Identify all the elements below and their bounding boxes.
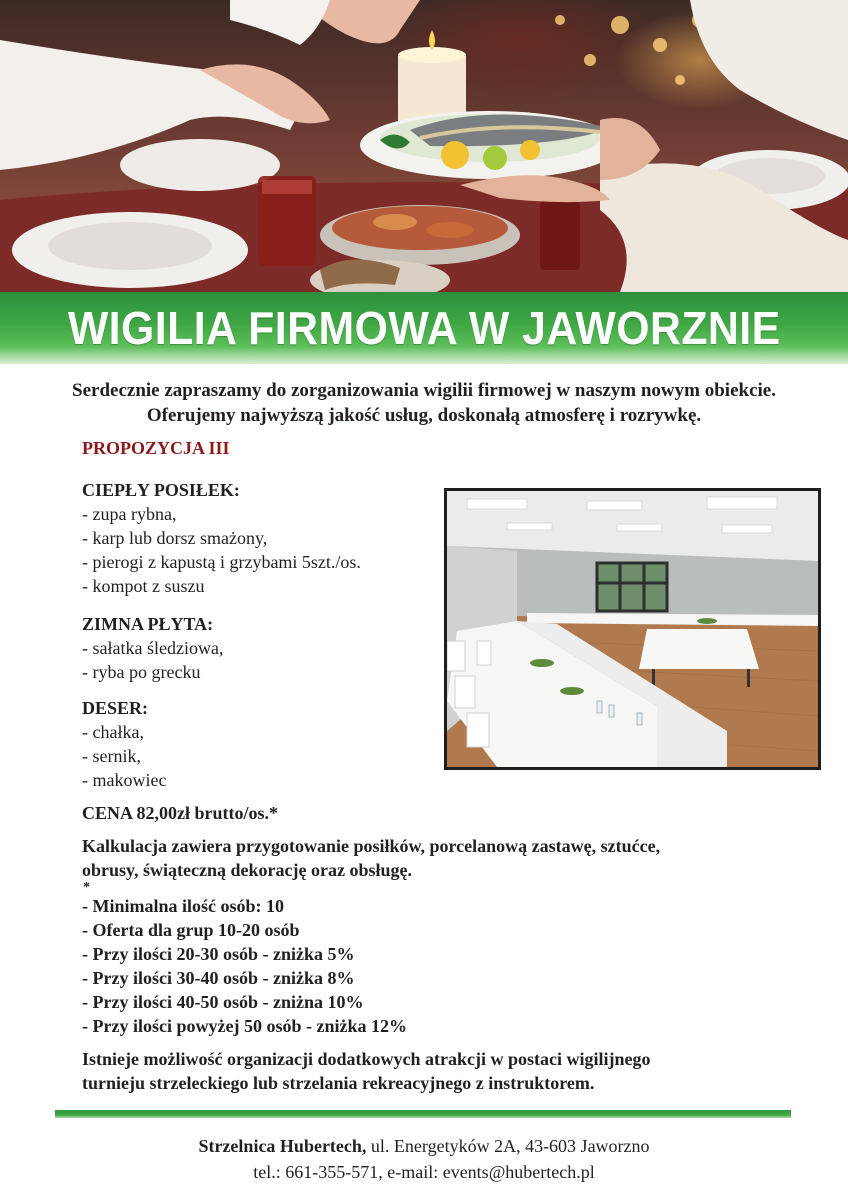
asterisk-note: * [83,880,90,895]
condition-item: - Oferta dla grup 10-20 osób [82,920,300,940]
page-title: WIGILIA FIRMOWA W JAWORZNIE [67,302,781,354]
hall-photo [444,488,821,770]
hero-photo [0,0,848,292]
attractions-line: Istnieje możliwość organizacji dodatkowych atrakcji w postaci wigilijnego [82,1049,651,1069]
section-title-hot-meal: CIEPŁY POSIŁEK: [82,480,240,500]
menu-item: - kompot z suszu [82,576,205,596]
menu-item: - zupa rybna, [82,504,177,524]
calculation-line: Kalkulacja zawiera przygotowanie posiłków, porcelanową zastawę, sztućce, [82,836,661,856]
condition-item: - Przy ilości powyżej 50 osób - zniżka 12% [82,1016,407,1036]
condition-item: - Przy ilości 40-50 osób - zniżna 10% [82,992,364,1012]
company-contact: tel.: 661-355-571, e-mail: events@hubertech.pl [253,1162,595,1182]
attractions-line: turnieju strzeleckiego lub strzelania rekreacyjnego z instruktorem. [82,1073,595,1093]
condition-item: - Przy ilości 20-30 osób - zniżka 5% [82,944,355,964]
hero-photo-illustration [0,0,848,292]
intro-text [0,378,848,428]
menu-item: - chałka, [82,722,144,742]
intro-line: Serdecznie zapraszamy do zorganizowania wigilii firmowej w naszym nowym obiekcie. [72,380,776,401]
title-banner [0,292,848,364]
price: CENA 82,00zł brutto/os.* [82,803,279,823]
menu-item: - pierogi z kapustą i grzybami 5szt./os. [82,552,361,572]
company-name: Strzelnica Hubertech, [198,1136,367,1156]
intro-line: Oferujemy najwyższą jakość usług, doskonałą atmosferę i rozrywkę. [146,405,702,426]
condition-item: - Minimalna ilość osób: 10 [82,896,285,916]
section-title-dessert: DESER: [82,698,149,718]
menu-item: - sałatka śledziowa, [82,638,224,658]
proposal-title: PROPOZYCJA III [82,438,230,458]
company-address: ul. Energetyków 2A, 43-603 Jaworzno [366,1136,650,1156]
section-title-cold-plate: ZIMNA PŁYTA: [82,614,214,634]
menu-item: - ryba po grecku [82,662,201,682]
hall-photo-illustration [447,491,818,767]
footer-address-line [0,1133,848,1159]
calculation-line: obrusy, świąteczną dekorację oraz obsługę. [82,860,412,880]
footer-divider [55,1110,791,1118]
condition-item: - Przy ilości 30-40 osób - zniżka 8% [82,968,355,988]
menu-item: - makowiec [82,770,167,790]
footer [0,1133,848,1185]
menu-item: - karp lub dorsz smażony, [82,528,268,548]
menu-item: - sernik, [82,746,141,766]
